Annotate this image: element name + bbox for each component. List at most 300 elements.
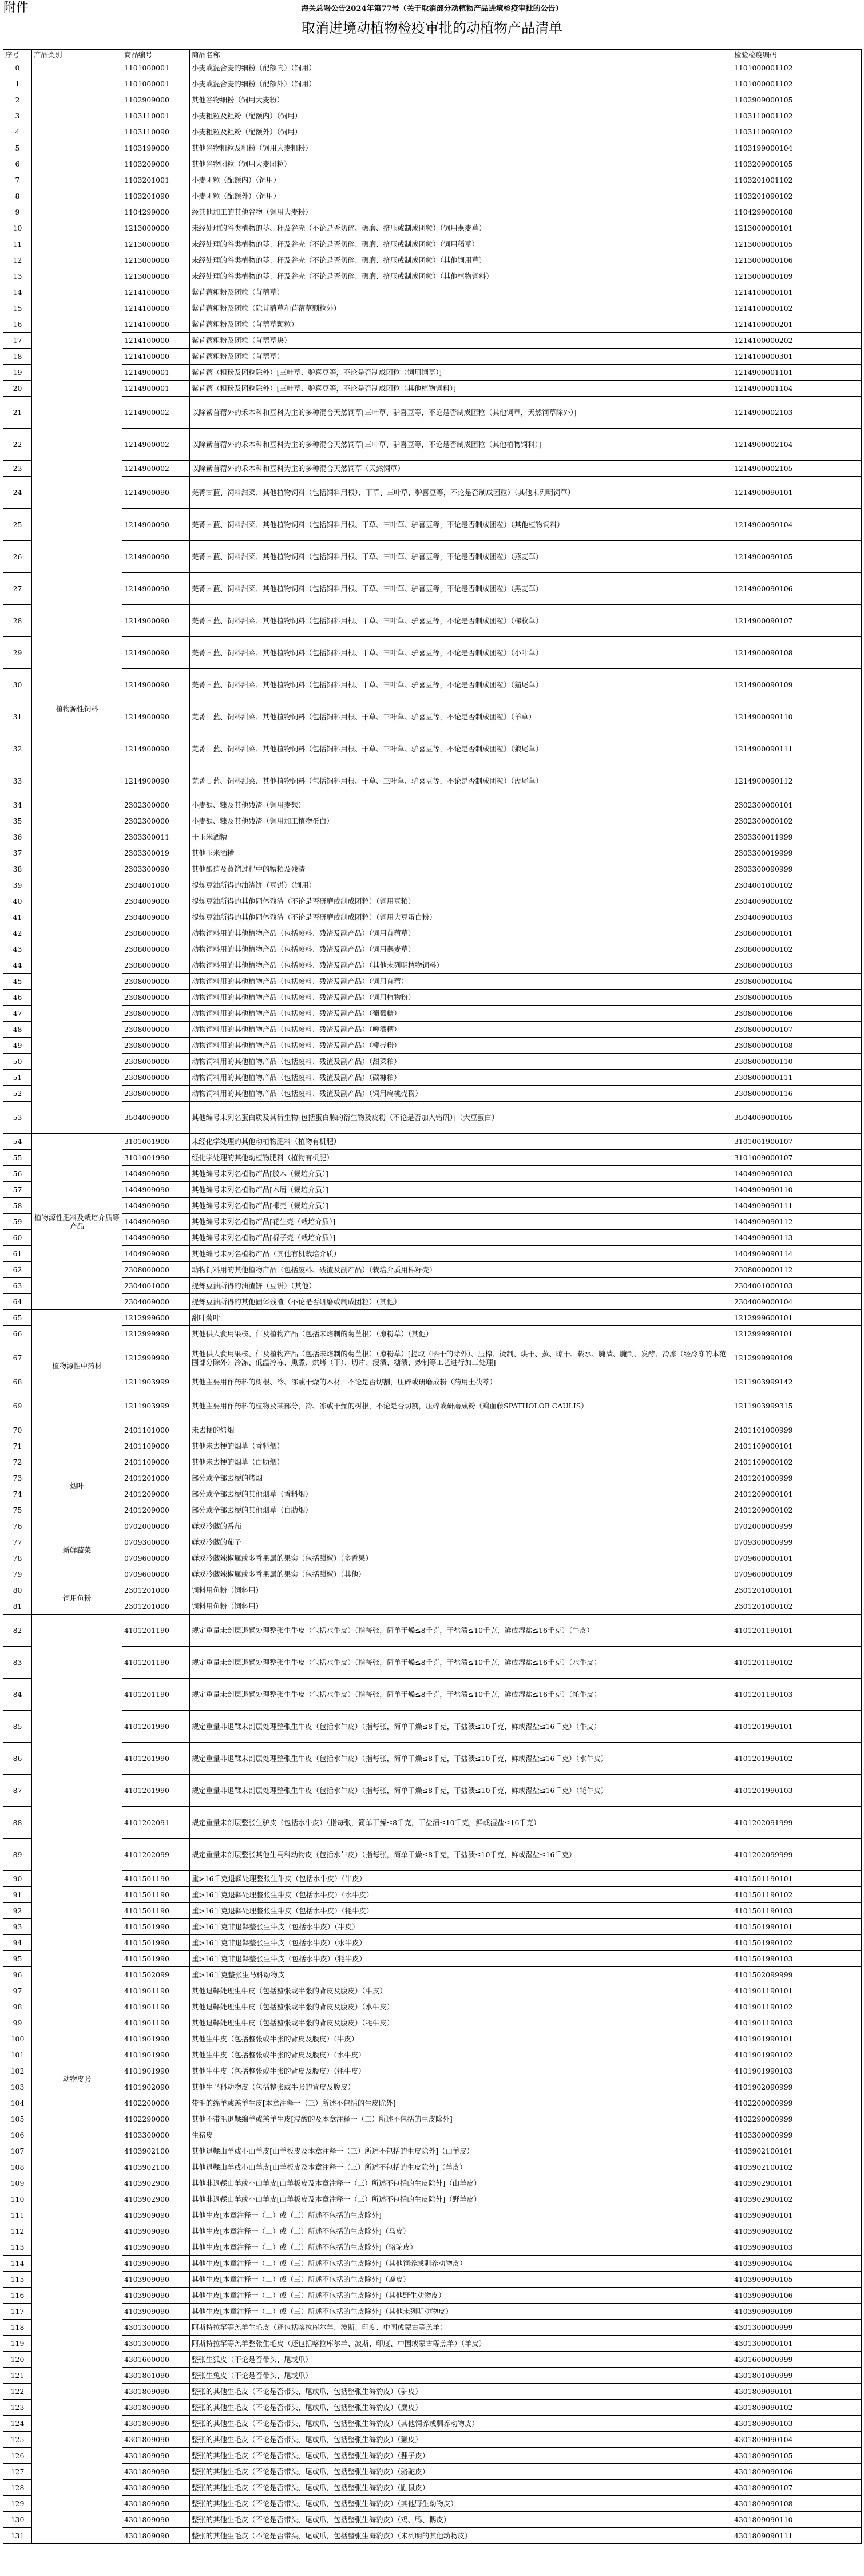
product-code-cell: 4101201990: [122, 1775, 190, 1807]
product-code-cell: 1404909090: [122, 1214, 190, 1230]
table-row: [3, 2015, 862, 2031]
table-row: [3, 669, 862, 701]
table-row: [3, 397, 862, 429]
product-name-cell: 重>16千克整张生马科动物皮: [190, 1967, 732, 1983]
table-row: [3, 2207, 862, 2223]
inspection-code-cell: 1404909090113: [732, 1230, 862, 1246]
table-row: [3, 877, 862, 893]
inspection-code-cell: 4301809090111: [732, 2528, 862, 2544]
product-code-cell: 4101501190: [122, 1871, 190, 1887]
table-row: [3, 1839, 862, 1871]
inspection-code-cell: 2401109000101: [732, 1438, 862, 1454]
inspection-code-cell: 2308000000110: [732, 1054, 862, 1070]
serial-cell: 38: [3, 861, 32, 877]
product-name-cell: 其他主要用作药料的树根、冷、冻或干燥的木材，不论是否切割，压碎或研磨成粉（药用土茯苓）: [190, 1374, 732, 1390]
product-code-cell: 1404909090: [122, 1166, 190, 1182]
product-code-cell: 0702000000: [122, 1518, 190, 1534]
inspection-code-cell: 2308000000103: [732, 957, 862, 974]
inspection-code-cell: 0709300000999: [732, 1534, 862, 1550]
inspection-code-cell: 1214100000201: [732, 316, 862, 333]
table-row: [3, 1711, 862, 1743]
product-name-cell: 其他生皮[本章注释一（二）或（三）所述不包括的生皮除外]（鹿皮）: [190, 2272, 732, 2288]
inspection-code-cell: 4301809090107: [732, 2480, 862, 2496]
header-category: 产品类别: [32, 50, 122, 60]
product-name-cell: 芜菁甘蓝、饲料甜菜、其他植物饲料（包括饲料用根）、干草、三叶草、驴喜豆等，不论是否制成团粒）（其他未列明饲草）: [190, 477, 732, 509]
product-name-cell: 其他编号未列名植物产品（其他有机栽培介质）: [190, 1246, 732, 1262]
serial-cell: 39: [3, 877, 32, 893]
table-row: [3, 2448, 862, 2464]
inspection-code-cell: 1214100000101: [732, 284, 862, 300]
inspection-code-cell: 1103201090102: [732, 188, 862, 204]
table-row: [3, 637, 862, 669]
serial-cell: 65: [3, 1310, 32, 1326]
product-code-cell: 1213000000: [122, 236, 190, 252]
table-row: [3, 1679, 862, 1711]
serial-cell: 113: [3, 2239, 32, 2256]
serial-cell: 4: [3, 124, 32, 140]
product-code-cell: 1214100000: [122, 349, 190, 365]
product-name-cell: 经其他加工的其他谷物（饲用大麦粉）: [190, 204, 732, 220]
inspection-code-cell: 2401209000101: [732, 1486, 862, 1502]
inspection-code-cell: 4101201990102: [732, 1743, 862, 1775]
product-name-cell: 部分或全部去梗的烤烟: [190, 1470, 732, 1486]
product-name-cell: 动物饲料用的其他植物产品（包括废料、残渣及副产品）（椰壳粉）: [190, 1038, 732, 1054]
product-name-cell: 其他退鞣山羊或小山羊皮[山羊板皮及本章注释一（三）所述不包括的生皮除外]（羊皮）: [190, 2159, 732, 2175]
category-cell: 动物皮张: [32, 1615, 122, 2544]
serial-cell: 77: [3, 1534, 32, 1550]
product-name-cell: 动物饲料用的其他植物产品（包括废料、残渣及副产品）（甜菜粕）: [190, 1054, 732, 1070]
serial-cell: 7: [3, 172, 32, 188]
product-code-cell: 1404909090: [122, 1246, 190, 1262]
serial-cell: 102: [3, 2063, 32, 2079]
serial-cell: 75: [3, 1502, 32, 1518]
inspection-code-cell: 4101501990102: [732, 1935, 862, 1951]
serial-cell: 43: [3, 941, 32, 957]
product-name-cell: 重>16千克退鞣处理整张生牛皮（包括水牛皮）（水牛皮）: [190, 1887, 732, 1903]
serial-cell: 116: [3, 2288, 32, 2304]
product-code-cell: 1404909090: [122, 1198, 190, 1214]
product-code-cell: 1103199000: [122, 140, 190, 156]
product-name-cell: 部分或全部去梗的其他烟草（香料烟）: [190, 1486, 732, 1502]
product-code-cell: 4301809090: [122, 2512, 190, 2528]
table-header-row: [3, 50, 862, 60]
inspection-code-cell: 2401209000102: [732, 1502, 862, 1518]
inspection-code-cell: 2308000000116: [732, 1086, 862, 1102]
product-code-cell: 1214900090: [122, 701, 190, 733]
inspection-code-cell: 1214100000202: [732, 333, 862, 349]
table-row: [3, 381, 862, 397]
product-name-cell: 其他编号未列名植物产品[棉子壳（栽培介质）]: [190, 1230, 732, 1246]
serial-cell: 51: [3, 1070, 32, 1086]
serial-cell: 127: [3, 2464, 32, 2480]
product-name-cell: 未经处理的谷类植物的茎、秆及谷壳（不论是否切碎、碾磨、挤压或制成团粒）（饲用燕麦草）: [190, 220, 732, 236]
product-name-cell: 重>16千克退鞣处理整张生牛皮（包括水牛皮）（牦牛皮）: [190, 1903, 732, 1919]
serial-cell: 86: [3, 1743, 32, 1775]
product-code-cell: 1214900002: [122, 429, 190, 461]
table-row: [3, 2239, 862, 2256]
inspection-code-cell: 1214900090101: [732, 477, 862, 509]
table-row: [3, 1342, 862, 1374]
table-row: [3, 765, 862, 797]
table-row: [3, 461, 862, 477]
inspection-code-cell: 2303300019999: [732, 845, 862, 861]
serial-cell: 0: [3, 60, 32, 76]
product-name-cell: 整张的其他生毛皮（不论是否带头、尾或爪，包括整张生海豹皮）（骆驼皮）: [190, 2464, 732, 2480]
serial-cell: 36: [3, 829, 32, 845]
table-row: [3, 1262, 862, 1278]
product-name-cell: 其他谷物细粉（饲用大麦粉）: [190, 92, 732, 108]
product-code-cell: 4101201990: [122, 1711, 190, 1743]
product-name-cell: 动物饲料用的其他植物产品（包括废料、残渣及副产品）（碳糠粕）: [190, 1070, 732, 1086]
serial-cell: 55: [3, 1150, 32, 1166]
product-name-cell: 其他玉米酒糟: [190, 845, 732, 861]
inspection-code-cell: 4101202099999: [732, 1839, 862, 1871]
serial-cell: 79: [3, 1566, 32, 1582]
product-code-cell: 2401209000: [122, 1486, 190, 1502]
inspection-code-cell: 4103909090106: [732, 2288, 862, 2304]
product-name-cell: 其他编号未列名植物产品[木屑（栽培介质）]: [190, 1182, 732, 1198]
product-code-cell: 2308000000: [122, 941, 190, 957]
serial-cell: 50: [3, 1054, 32, 1070]
table-row: [3, 2079, 862, 2095]
inspection-code-cell: 4101901990102: [732, 2047, 862, 2063]
table-row: [3, 1086, 862, 1102]
inspection-code-cell: 0702000000999: [732, 1518, 862, 1534]
serial-cell: 25: [3, 509, 32, 541]
inspection-code-cell: 1214900002105: [732, 461, 862, 477]
serial-cell: 74: [3, 1486, 32, 1502]
serial-cell: 47: [3, 1006, 32, 1022]
serial-cell: 88: [3, 1807, 32, 1839]
serial-cell: 87: [3, 1775, 32, 1807]
product-name-cell: 其他生皮[本章注释一（二）或（三）所述不包括的生皮除外]（其他饲养或驯养动物皮）: [190, 2256, 732, 2272]
inspection-code-cell: 4101501190101: [732, 1871, 862, 1887]
product-name-cell: 其他供人食用果核、仁及植物产品（包括未焙制的菊苣根）（凉粉草）[提取（晒干的除外）、压榨、烫制、烘干、蒸、晾干、载水、腌渍、腌制、发酵、冷冻（经冷冻的本范围部分除外）冷冻、低温冷冻、熏煮、烘烤（干）、切片、浸渍、糖渍、炒制等工艺进行加工处理]: [190, 1342, 732, 1374]
inspection-code-cell: 1404909090114: [732, 1246, 862, 1262]
table-row: [3, 2352, 862, 2368]
product-name-cell: 紫苜蓿粗粉及团粒（除苜蓿草和苜蓿草颗粒外）: [190, 300, 732, 316]
category-cell: 植物源性肥料及栽培介质等产品: [32, 1134, 122, 1310]
product-name-cell: 规定重量未剖层退鞣处理整张生牛皮（包括水牛皮）（指每张，简单干燥≤8千克，干盐渍≤10千克，鲜或湿盐≤16千克）（水牛皮）: [190, 1647, 732, 1679]
serial-cell: 84: [3, 1679, 32, 1711]
inspection-code-cell: 1214900090105: [732, 541, 862, 573]
product-name-cell: 未经处理的谷类植物的茎、秆及谷壳（不论是否切碎、碾磨、挤压或制成团粒）（其他植物饲料）: [190, 268, 732, 284]
product-name-cell: 未去梗的烤烟: [190, 1422, 732, 1438]
table-row: [3, 1598, 862, 1615]
serial-cell: 40: [3, 893, 32, 909]
serial-cell: 125: [3, 2432, 32, 2448]
table-row: [3, 1582, 862, 1598]
inspection-code-cell: 1213000000105: [732, 236, 862, 252]
product-code-cell: 4103909090: [122, 2272, 190, 2288]
serial-cell: 124: [3, 2416, 32, 2432]
inspection-code-cell: 2302300000101: [732, 797, 862, 813]
product-name-cell: 鲜或冷藏的茄子: [190, 1534, 732, 1550]
product-name-cell: 其他生皮[本章注释一（二）或（三）所述不包括的生皮除外]: [190, 2207, 732, 2223]
serial-cell: 103: [3, 2079, 32, 2095]
product-code-cell: 1214900090: [122, 765, 190, 797]
inspection-code-cell: 2301201000101: [732, 1582, 862, 1598]
product-code-cell: 4301801090: [122, 2368, 190, 2384]
inspection-code-cell: 1214900090111: [732, 733, 862, 765]
inspection-code-cell: 1103201001102: [732, 172, 862, 188]
inspection-code-cell: 2304009000103: [732, 909, 862, 925]
inspection-code-cell: 2301201000102: [732, 1598, 862, 1615]
table-row: [3, 300, 862, 316]
product-name-cell: 紫苜蓿（粗粉及团粒除外）[三叶草、驴喜豆等，不论是否制成团粒（饲用饲草）]: [190, 365, 732, 381]
serial-cell: 13: [3, 268, 32, 284]
inspection-code-cell: 1214900090110: [732, 701, 862, 733]
product-name-cell: 重>16千克非退鞣整张生牛皮（包括水牛皮）（牦牛皮）: [190, 1951, 732, 1967]
product-code-cell: 1214100000: [122, 333, 190, 349]
serial-cell: 97: [3, 1983, 32, 1999]
table-row: [3, 76, 862, 92]
serial-cell: 111: [3, 2207, 32, 2223]
product-name-cell: 紫苜蓿粗粉及团粒（苜蓿草）: [190, 349, 732, 365]
table-row: [3, 1951, 862, 1967]
product-name-cell: 未经化学处理的其他动植物肥料（植物有机肥）: [190, 1134, 732, 1150]
serial-cell: 81: [3, 1598, 32, 1615]
serial-cell: 21: [3, 397, 32, 429]
product-name-cell: 其他退鞣山羊或小山羊皮[山羊板皮及本章注释一（三）所述不包括的生皮除外]（山羊皮）: [190, 2143, 732, 2159]
product-name-cell: 小麦或混合麦的细粉（配额外）（饲用）: [190, 76, 732, 92]
product-name-cell: 整张的其他生毛皮（不论是否带头、尾或爪，包括整张生海豹皮）（麋皮）: [190, 2400, 732, 2416]
product-code-cell: 4101201190: [122, 1615, 190, 1647]
table-row: [3, 2223, 862, 2239]
serial-cell: 48: [3, 1022, 32, 1038]
product-code-cell: 1214900002: [122, 397, 190, 429]
product-code-cell: 0709300000: [122, 1534, 190, 1550]
inspection-code-cell: 4101501990103: [732, 1951, 862, 1967]
serial-cell: 119: [3, 2336, 32, 2352]
product-name-cell: 芜菁甘蓝、饲料甜菜、其他植物饲料（包括饲料用根、干草、三叶草、驴喜豆等，不论是否制成团粒）（小叶草）: [190, 637, 732, 669]
product-code-cell: 2304001000: [122, 877, 190, 893]
product-code-cell: 1103110090: [122, 124, 190, 140]
product-code-cell: 4101501990: [122, 1951, 190, 1967]
serial-cell: 128: [3, 2480, 32, 2496]
table-row: [3, 204, 862, 220]
table-row: [3, 1518, 862, 1534]
product-code-cell: 4103902100: [122, 2159, 190, 2175]
table-row: [3, 1743, 862, 1775]
inspection-code-cell: 1214900090109: [732, 669, 862, 701]
serial-cell: 9: [3, 204, 32, 220]
serial-cell: 129: [3, 2496, 32, 2512]
inspection-code-cell: 4301809090106: [732, 2464, 862, 2480]
table-row: [3, 974, 862, 990]
inspection-code-cell: 1102909000105: [732, 92, 862, 108]
product-code-cell: 0709600000: [122, 1550, 190, 1566]
inspection-code-cell: 2308000000102: [732, 941, 862, 957]
product-name-cell: 动物饲料用的其他植物产品（包括废料、残渣及副产品）（饲用苜蓿草）: [190, 925, 732, 941]
inspection-code-cell: 2401109000102: [732, 1454, 862, 1470]
product-code-cell: 4301300000: [122, 2320, 190, 2336]
table-row: [3, 140, 862, 156]
product-name-cell: 其他非退鞣山羊或小山羊皮[山羊板皮及本章注释一（三）所述不包括的生皮除外]（山羊皮）: [190, 2175, 732, 2191]
table-row: [3, 573, 862, 605]
table-row: [3, 1615, 862, 1647]
inspection-code-cell: 3101009000107: [732, 1150, 862, 1166]
inspection-code-cell: 4101501190102: [732, 1887, 862, 1903]
serial-cell: 120: [3, 2352, 32, 2368]
serial-cell: 69: [3, 1390, 32, 1422]
product-code-cell: 2304001000: [122, 1278, 190, 1294]
serial-cell: 130: [3, 2512, 32, 2528]
inspection-code-cell: 1404909090111: [732, 1198, 862, 1214]
table-row: [3, 1647, 862, 1679]
serial-cell: 91: [3, 1887, 32, 1903]
product-name-cell: 阿斯特拉罕等羔羊生毛皮（还包括喀拉库尔羊、波斯、印度、中国或蒙古等羔羊）: [190, 2320, 732, 2336]
table-row: [3, 124, 862, 140]
table-row: [3, 1198, 862, 1214]
table-row: [3, 2127, 862, 2143]
product-name-cell: 芜菁甘蓝、饲料甜菜、其他植物饲料（包括饲料用根、干草、三叶草、驴喜豆等，不论是否制成团粒）（梯牧草）: [190, 605, 732, 637]
product-name-cell: 小麦团粒（配额内）（饲用）: [190, 172, 732, 188]
product-code-cell: 1214900090: [122, 573, 190, 605]
serial-cell: 46: [3, 990, 32, 1006]
inspection-code-cell: 4101501190103: [732, 1903, 862, 1919]
table-row: [3, 2191, 862, 2207]
table-row: [3, 1134, 862, 1150]
inspection-code-cell: 4102290000999: [732, 2111, 862, 2127]
product-code-cell: 4101201990: [122, 1743, 190, 1775]
product-code-cell: 4103909090: [122, 2256, 190, 2272]
product-name-cell: 整张的其他生毛皮（不论是否带头、尾或爪，包括整张生海豹皮）（未列明的其他动物皮）: [190, 2528, 732, 2544]
product-name-cell: 其他编号未列名植物产品[花生壳（栽培介质）]: [190, 1214, 732, 1230]
product-code-cell: 4301809090: [122, 2448, 190, 2464]
product-code-cell: 2304009000: [122, 1294, 190, 1310]
serial-cell: 14: [3, 284, 32, 300]
table-row: [3, 2464, 862, 2480]
product-name-cell: 提炼豆油所得的其他固体残渣（不论是否研磨或制成团粒）（其他）: [190, 1294, 732, 1310]
product-code-cell: 2308000000: [122, 1070, 190, 1086]
inspection-code-cell: 4301809090108: [732, 2496, 862, 2512]
inspection-code-cell: 2304009000102: [732, 893, 862, 909]
table-row: [3, 2063, 862, 2079]
serial-cell: 12: [3, 252, 32, 268]
product-code-cell: 2401201000: [122, 1470, 190, 1486]
table-row: [3, 1534, 862, 1550]
product-code-cell: 4101202091: [122, 1807, 190, 1839]
product-code-cell: 4301809090: [122, 2384, 190, 2400]
product-name-cell: 规定重量未剖层退鞣处理整张生牛皮（包括水牛皮）（指每张，简单干燥≤8千克，干盐渍≤10千克，鲜或湿盐≤16千克）（牛皮）: [190, 1615, 732, 1647]
product-name-cell: 紫苜蓿粗粉及团粒（苜蓿草颗粒）: [190, 316, 732, 333]
serial-cell: 62: [3, 1262, 32, 1278]
serial-cell: 28: [3, 605, 32, 637]
product-code-cell: 2308000000: [122, 1054, 190, 1070]
product-code-cell: 1101000001: [122, 60, 190, 76]
product-code-cell: 3504009000: [122, 1102, 190, 1134]
inspection-code-cell: 4103909090109: [732, 2304, 862, 2320]
table-row: [3, 2175, 862, 2191]
serial-cell: 3: [3, 108, 32, 124]
inspection-code-cell: 4101901990101: [732, 2031, 862, 2047]
serial-cell: 126: [3, 2448, 32, 2464]
product-name-cell: 规定重量未剖层退鞣处理整张生牛皮（包括水牛皮）（指每张，简单干燥≤8千克，干盐渍≤10千克，鲜或湿盐≤16千克）（牦牛皮）: [190, 1679, 732, 1711]
inspection-code-cell: 4103902900101: [732, 2175, 862, 2191]
inspection-code-cell: 2308000000107: [732, 1022, 862, 1038]
serial-cell: 94: [3, 1935, 32, 1951]
product-name-cell: 整张的其他生毛皮（不论是否带头、尾或爪，包括整张生海豹皮）（鼬鼠皮）: [190, 2480, 732, 2496]
serial-cell: 44: [3, 957, 32, 974]
product-name-cell: 其他谷物粗粒及粗粉（饲用大麦粗粉）: [190, 140, 732, 156]
table-row: [3, 909, 862, 925]
product-code-cell: 4103909090: [122, 2239, 190, 2256]
serial-cell: 10: [3, 220, 32, 236]
serial-cell: 66: [3, 1326, 32, 1342]
table-row: [3, 2304, 862, 2320]
product-code-cell: 4301809090: [122, 2496, 190, 2512]
product-name-cell: 其他退鞣处理生牛皮（包括整张或半张的背皮及腹皮）（牦牛皮）: [190, 2015, 732, 2031]
inspection-code-cell: 4102200000999: [732, 2095, 862, 2111]
serial-cell: 33: [3, 765, 32, 797]
serial-cell: 104: [3, 2095, 32, 2111]
product-name-cell: 整张的其他生毛皮（不论是否带头、尾或爪，包括整张生海豹皮）（鸡、鸭、鹅皮）: [190, 2512, 732, 2528]
product-code-cell: 1214900002: [122, 461, 190, 477]
inspection-code-cell: 1101000001102: [732, 60, 862, 76]
product-name-cell: 整张的其他生毛皮（不论是否带头、尾或爪，包括整张生海豹皮）（其他野生动物皮）: [190, 2496, 732, 2512]
product-code-cell: 1214100000: [122, 300, 190, 316]
product-name-cell: 小麦或混合麦的细粉（配额内）（饲用）: [190, 60, 732, 76]
inspection-code-cell: 4301809090102: [732, 2400, 862, 2416]
inspection-code-cell: 4101201990103: [732, 1775, 862, 1807]
serial-cell: 42: [3, 925, 32, 941]
serial-cell: 82: [3, 1615, 32, 1647]
inspection-code-cell: 4101201990101: [732, 1711, 862, 1743]
inspection-code-cell: 4103909090104: [732, 2256, 862, 2272]
product-name-cell: 动物饲料用的其他植物产品（包括废料、残渣及副产品）（饲用苜蓿）: [190, 974, 732, 990]
serial-cell: 52: [3, 1086, 32, 1102]
table-row: [3, 429, 862, 461]
serial-cell: 60: [3, 1230, 32, 1246]
inspection-code-cell: 1212999990101: [732, 1326, 862, 1342]
inspection-code-cell: 2308000000111: [732, 1070, 862, 1086]
product-name-cell: 其他生牛皮（包括整张或半张的背皮及腹皮）（牦牛皮）: [190, 2063, 732, 2079]
product-name-cell: 其他退鞣处理生牛皮（包括整张或半张的背皮及腹皮）（水牛皮）: [190, 1999, 732, 2015]
product-name-cell: 其他非退鞣山羊或小山羊皮[山羊板皮及本章注释一（三）所述不包括的生皮除外]（野羊皮）: [190, 2191, 732, 2207]
product-name-cell: 未经处理的谷类植物的茎、秆及谷壳（不论是否切碎、碾磨、挤压或制成团粒）（其他饲用草）: [190, 252, 732, 268]
table-row: [3, 941, 862, 957]
table-row: [3, 509, 862, 541]
product-code-cell: 1214900090: [122, 733, 190, 765]
table-row: [3, 1278, 862, 1294]
product-code-cell: 2303300090: [122, 861, 190, 877]
product-code-cell: 2303300011: [122, 829, 190, 845]
product-code-cell: 1212999990: [122, 1326, 190, 1342]
serial-cell: 78: [3, 1550, 32, 1566]
serial-cell: 24: [3, 477, 32, 509]
inspection-code-cell: 4101202091999: [732, 1807, 862, 1839]
inspection-code-cell: 3504009000105: [732, 1102, 862, 1134]
inspection-code-cell: 1214900090112: [732, 765, 862, 797]
category-cell: [32, 60, 122, 284]
serial-cell: 8: [3, 188, 32, 204]
inspection-code-cell: 4101502099999: [732, 1967, 862, 1983]
product-code-cell: 4102200000: [122, 2095, 190, 2111]
serial-cell: 6: [3, 156, 32, 172]
table-row: [3, 2384, 862, 2400]
product-name-cell: 鲜或冷藏的番茄: [190, 1518, 732, 1534]
serial-cell: 54: [3, 1134, 32, 1150]
serial-cell: 95: [3, 1951, 32, 1967]
serial-cell: 32: [3, 733, 32, 765]
inspection-code-cell: 1103110090102: [732, 124, 862, 140]
table-row: [3, 541, 862, 573]
table-row: [3, 1294, 862, 1310]
serial-cell: 85: [3, 1711, 32, 1743]
product-name-cell: 其他编号未列名蛋白质及其衍生物[包括蛋白胨的衍生物及皮粉（不论是否加入铬矾）]（大豆蛋白）: [190, 1102, 732, 1134]
product-code-cell: 1102909000: [122, 92, 190, 108]
